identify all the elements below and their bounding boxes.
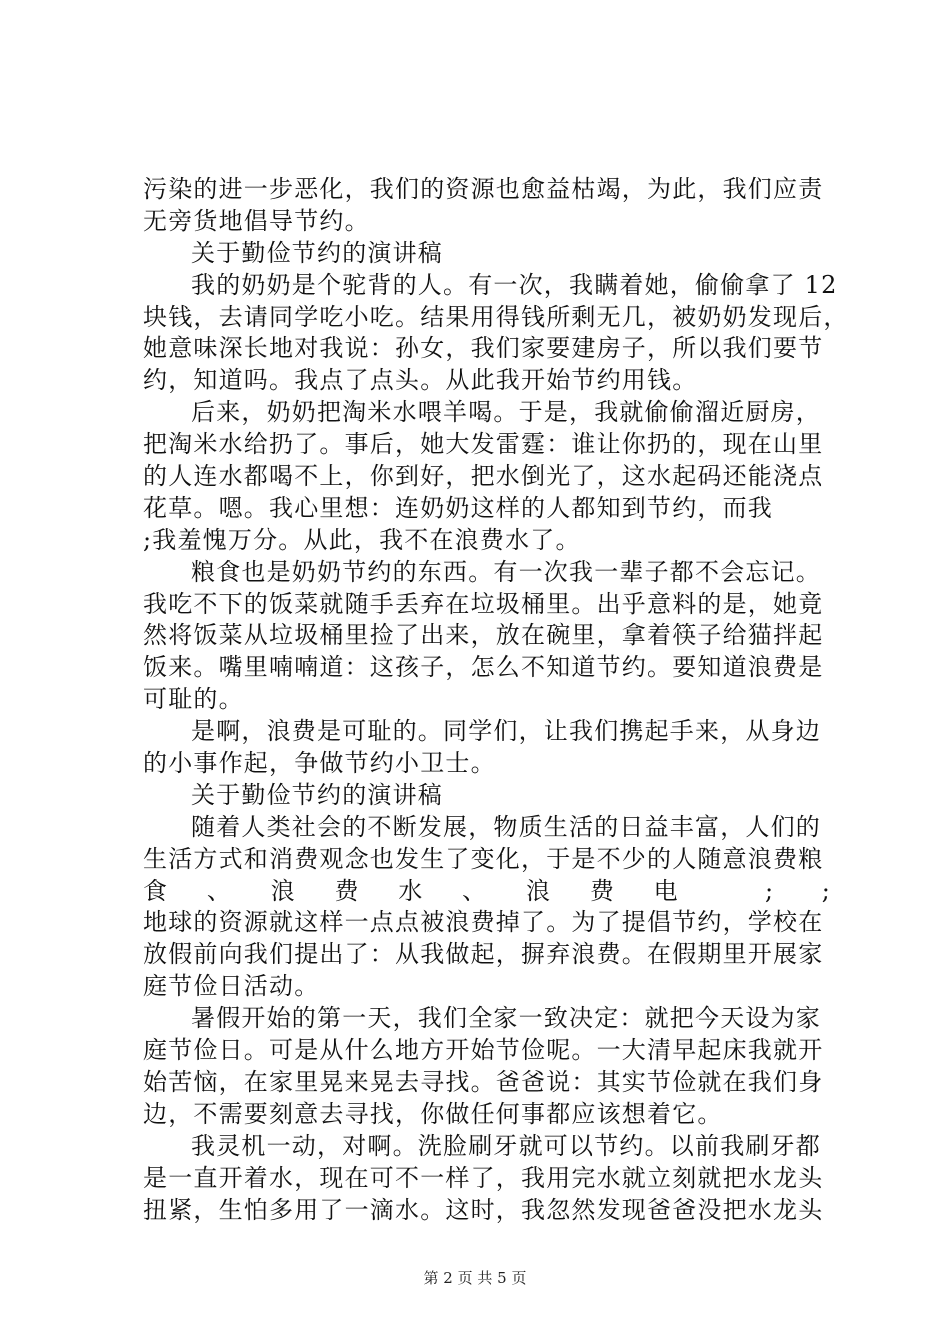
- text-line: 关于勤俭节约的演讲稿: [191, 238, 443, 267]
- text-line: 饭来。嘴里喃喃道：这孩子，怎么不知道节约。要知道浪费是: [143, 653, 824, 682]
- text-line: 把淘米水给扔了。事后，她大发雷霆：谁让你扔的，现在山里: [143, 430, 824, 459]
- text-line: 是啊，浪费是可耻的。同学们，让我们携起手来，从身边: [191, 717, 821, 746]
- text-line: 我的奶奶是个驼背的人。有一次，我瞒着她，偷偷拿了 12: [191, 270, 838, 299]
- text-line: 是一直开着水，现在可不一样了，我用完水就立刻就把水龙头: [143, 1163, 824, 1192]
- text-line: 粮食也是奶奶节约的东西。有一次我一辈子都不会忘记。: [191, 557, 821, 586]
- text-line: 然将饭菜从垃圾桶里捡了出来，放在碗里，拿着筷子给猫拌起: [143, 621, 824, 650]
- text-line: 放假前向我们提出了：从我做起，摒弃浪费。在假期里开展家: [143, 940, 824, 969]
- document-body: [143, 174, 849, 1226]
- page-footer: 第 2 页 共 5 页: [423, 1269, 527, 1287]
- text-line: 始苦恼，在家里晃来晃去寻找。爸爸说：其实节俭就在我们身: [143, 1067, 824, 1096]
- text-line: 我灵机一动，对啊。洗脸刷牙就可以节约。以前我刷牙都: [191, 1131, 821, 1160]
- text-line: 污染的进一步恶化，我们的资源也愈益枯竭，为此，我们应责: [143, 175, 824, 203]
- text-line: 生活方式和消费观念也发生了变化，于是不少的人随意浪费粮: [143, 844, 824, 873]
- text-line: 关于勤俭节约的演讲稿: [191, 780, 443, 809]
- text-line: 庭节俭日活动。: [143, 972, 320, 1001]
- text-line: 庭节俭日。可是从什么地方开始节俭呢。一大清早起床我就开: [143, 1036, 824, 1065]
- text-line: ;我羞愧万分。从此，我不在浪费水了。: [143, 525, 581, 554]
- text-line: 扭紧，生怕多用了一滴水。这时，我忽然发现爸爸没把水龙头: [143, 1195, 824, 1224]
- text-line: 她意味深长地对我说：孙女，我们家要建房子，所以我们要节: [143, 334, 824, 363]
- text-line: 花草。嗯。我心里想：连奶奶这样的人都知到节约，而我: [143, 493, 773, 522]
- text-line: 暑假开始的第一天，我们全家一致决定：就把今天设为家: [191, 1004, 821, 1033]
- text-line: 后来，奶奶把淘米水喂羊喝。于是，我就偷偷溜近厨房，: [191, 398, 821, 427]
- text-line: 无旁货地倡导节约。: [143, 206, 370, 235]
- text-line: 的小事作起，争做节约小卫士。: [143, 749, 496, 778]
- text-line: 块钱，去请同学吃小吃。结果用得钱所剩无几，被奶奶发现后，: [143, 302, 849, 331]
- text-line: 边，不需要刻意去寻找，你做任何事都应该想着它。: [143, 1099, 723, 1128]
- text-line: 食、浪费水、浪费电 ; ;: [143, 876, 831, 905]
- text-line: 可耻的。: [143, 685, 244, 714]
- text-line: 随着人类社会的不断发展，物质生活的日益丰富，人们的: [191, 812, 821, 841]
- text-line: 约，知道吗。我点了点头。从此我开始节约用钱。: [143, 366, 698, 395]
- text-line: 我吃不下的饭菜就随手丢弃在垃圾桶里。出乎意料的是，她竟: [143, 589, 824, 618]
- text-line: 地球的资源就这样一点点被浪费掉了。为了提倡节约，学校在: [143, 908, 824, 937]
- text-line: 的人连水都喝不上，你到好，把水倒光了，这水起码还能浇点: [143, 462, 824, 491]
